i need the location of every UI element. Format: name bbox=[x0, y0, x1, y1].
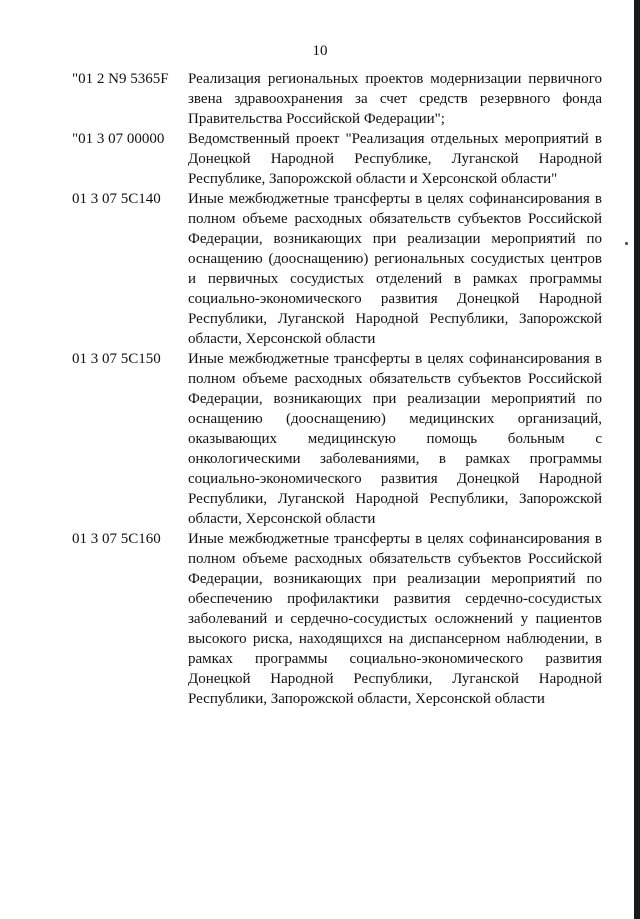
budget-code: "01 2 N9 5365F bbox=[72, 71, 169, 87]
page-number: 10 bbox=[312, 43, 328, 59]
budget-description: Иные межбюджетные трансферты в целях софинансирования в полном объеме расходных обязательств субъектов Российской Федерации, возникающих при реализации мероприятий по обеспечению профилактики развития сердечно-сосудистых заболеваний и сердечно-сосудистых осложнений у пациентов высокого риска, находящихся на диспансерном наблюдении, в рамках программы социально-экономического развития Донецкой Народной Республики, Луганской Народной Республики, Запорожской области, Херсонской области bbox=[188, 531, 602, 707]
budget-code-list bbox=[72, 69, 602, 709]
budget-code: 01 3 07 5С160 bbox=[72, 531, 161, 547]
scan-border bbox=[634, 0, 640, 919]
budget-description: Ведомственный проект "Реализация отдельных мероприятий в Донецкой Народной Республике, Луганской Народной Республике, Запорожской области и Херсонской области" bbox=[188, 131, 602, 187]
budget-code: "01 3 07 00000 bbox=[72, 131, 165, 147]
list-item bbox=[72, 529, 602, 709]
list-item bbox=[72, 129, 602, 189]
budget-code: 01 3 07 5С140 bbox=[72, 191, 161, 207]
scan-artifact bbox=[625, 242, 628, 245]
list-item bbox=[72, 69, 602, 129]
list-item bbox=[72, 189, 602, 349]
list-item bbox=[72, 349, 602, 529]
budget-description: Иные межбюджетные трансферты в целях софинансирования в полном объеме расходных обязательств субъектов Российской Федерации, возникающих при реализации мероприятий по оснащению (дооснащению) региональных сосудистых центров и первичных сосудистых отделений в рамках программы социально-экономического развития Донецкой Народной Республики, Луганской Народной Республики, Запорожской области, Херсонской области bbox=[188, 191, 602, 347]
budget-description: Иные межбюджетные трансферты в целях софинансирования в полном объеме расходных обязательств субъектов Российской Федерации, возникающих при реализации мероприятий по оснащению (дооснащению) медицинских организаций, оказывающих медицинскую помощь больным с онкологическими заболеваниями, в рамках программы социально-экономического развития Донецкой Народной Республики, Луганской Народной Республики, Запорожской области, Херсонской области bbox=[188, 351, 602, 527]
budget-code: 01 3 07 5С150 bbox=[72, 351, 161, 367]
budget-description: Реализация региональных проектов модернизации первичного звена здравоохранения за счет средств резервного фонда Правительства Российской Федерации"; bbox=[188, 71, 602, 127]
